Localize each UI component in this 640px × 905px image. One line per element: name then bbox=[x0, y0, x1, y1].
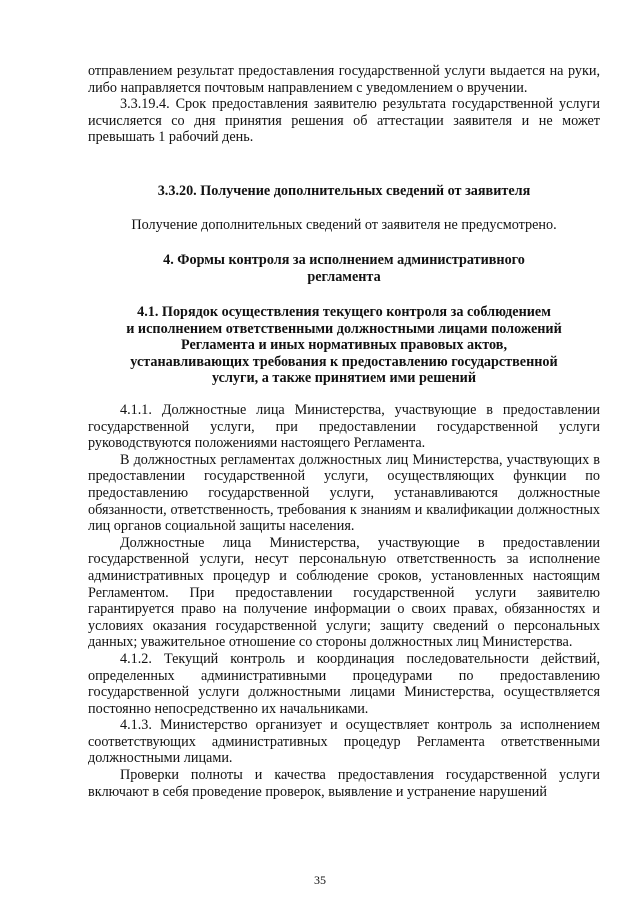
paragraph-inspections: Проверки полноты и качества предоставления государственной услуги включают в себя проведение проверок, выявление и устранение нарушений bbox=[88, 767, 600, 800]
heading-4-1-line: 4.1. Порядок осуществления текущего контроля за соблюдением bbox=[137, 304, 551, 320]
heading-4-1-line: и исполнением ответственными должностными лицами положений bbox=[126, 320, 562, 337]
heading-section-4-line2: регламента bbox=[307, 268, 381, 285]
paragraph-job-regulations: В должностных регламентах должностных лиц Министерства, участвующих в предоставлении государственной услуги, осуществляющих функции по предоставлению государственной услуги, устанавливаются должностные обязанности, ответственность, требования к знаниям и квалификации должностных лиц органов социальной защиты населения. bbox=[88, 451, 600, 535]
heading-section-4 bbox=[88, 252, 600, 285]
top-text-block bbox=[88, 63, 600, 146]
heading-3-3-20: 3.3.20. Получение дополнительных сведений от заявителя bbox=[157, 183, 531, 199]
heading-section-4-line1: 4. Формы контроля за исполнением административного bbox=[163, 252, 525, 268]
heading-4-1 bbox=[88, 304, 600, 387]
paragraph-personal-responsibility: Должностные лица Министерства, участвующие в предоставлении государственной услуги, несут персональную ответственность за исполнение административных процедур и соблюдение сроков, установленных настоящим Регламентом. При предоставлении государственной услуги заявителю гарантируется право на получение информации о своих правах, обязанностях и условиях оказания государственной услуги; защиту сведений о персональных данных; уважительное отношение со стороны должностных лиц Министерства. bbox=[88, 534, 600, 651]
paragraph-continuation: отправлением результат предоставления государственной услуги выдается на руки, либо направляется почтовым направлением с уведомлением о вручении. bbox=[88, 63, 600, 96]
paragraph-4-1-1: 4.1.1. Должностные лица Министерства, участвующие в предоставлении государственной услуги, при предоставлении государственной услуги руководствуются положениями настоящего Регламента. bbox=[88, 402, 600, 452]
heading-4-1-line: услуги, а также принятием ими решений bbox=[212, 370, 476, 387]
heading-4-1-line: Регламента и иных нормативных правовых актов, bbox=[180, 337, 508, 354]
body-text-block bbox=[88, 402, 600, 800]
heading-4-1-line: устанавливающих требования к предоставлению государственной bbox=[130, 353, 558, 370]
page-number: 35 bbox=[314, 873, 326, 887]
paragraph-4-1-2: 4.1.2. Текущий контроль и координация последовательности действий, определенных административными процедурами по предоставлению государственной услуги должностными лицами Министерства, осуществляется постоянно непосредственно их начальниками. bbox=[88, 650, 600, 717]
paragraph-3-3-19-4: 3.3.19.4. Срок предоставления заявителю результата государственной услуги исчисляется со дня принятия решения об аттестации заявителя и не может превышать 1 рабочий день. bbox=[88, 96, 600, 146]
paragraph-no-additional-info: Получение дополнительных сведений от заявителя не предусмотрено. bbox=[131, 217, 557, 233]
paragraph-4-1-3: 4.1.3. Министерство организует и осуществляет контроль за исполнением соответствующих административных процедур Регламента ответственными должностными лицами. bbox=[88, 717, 600, 767]
